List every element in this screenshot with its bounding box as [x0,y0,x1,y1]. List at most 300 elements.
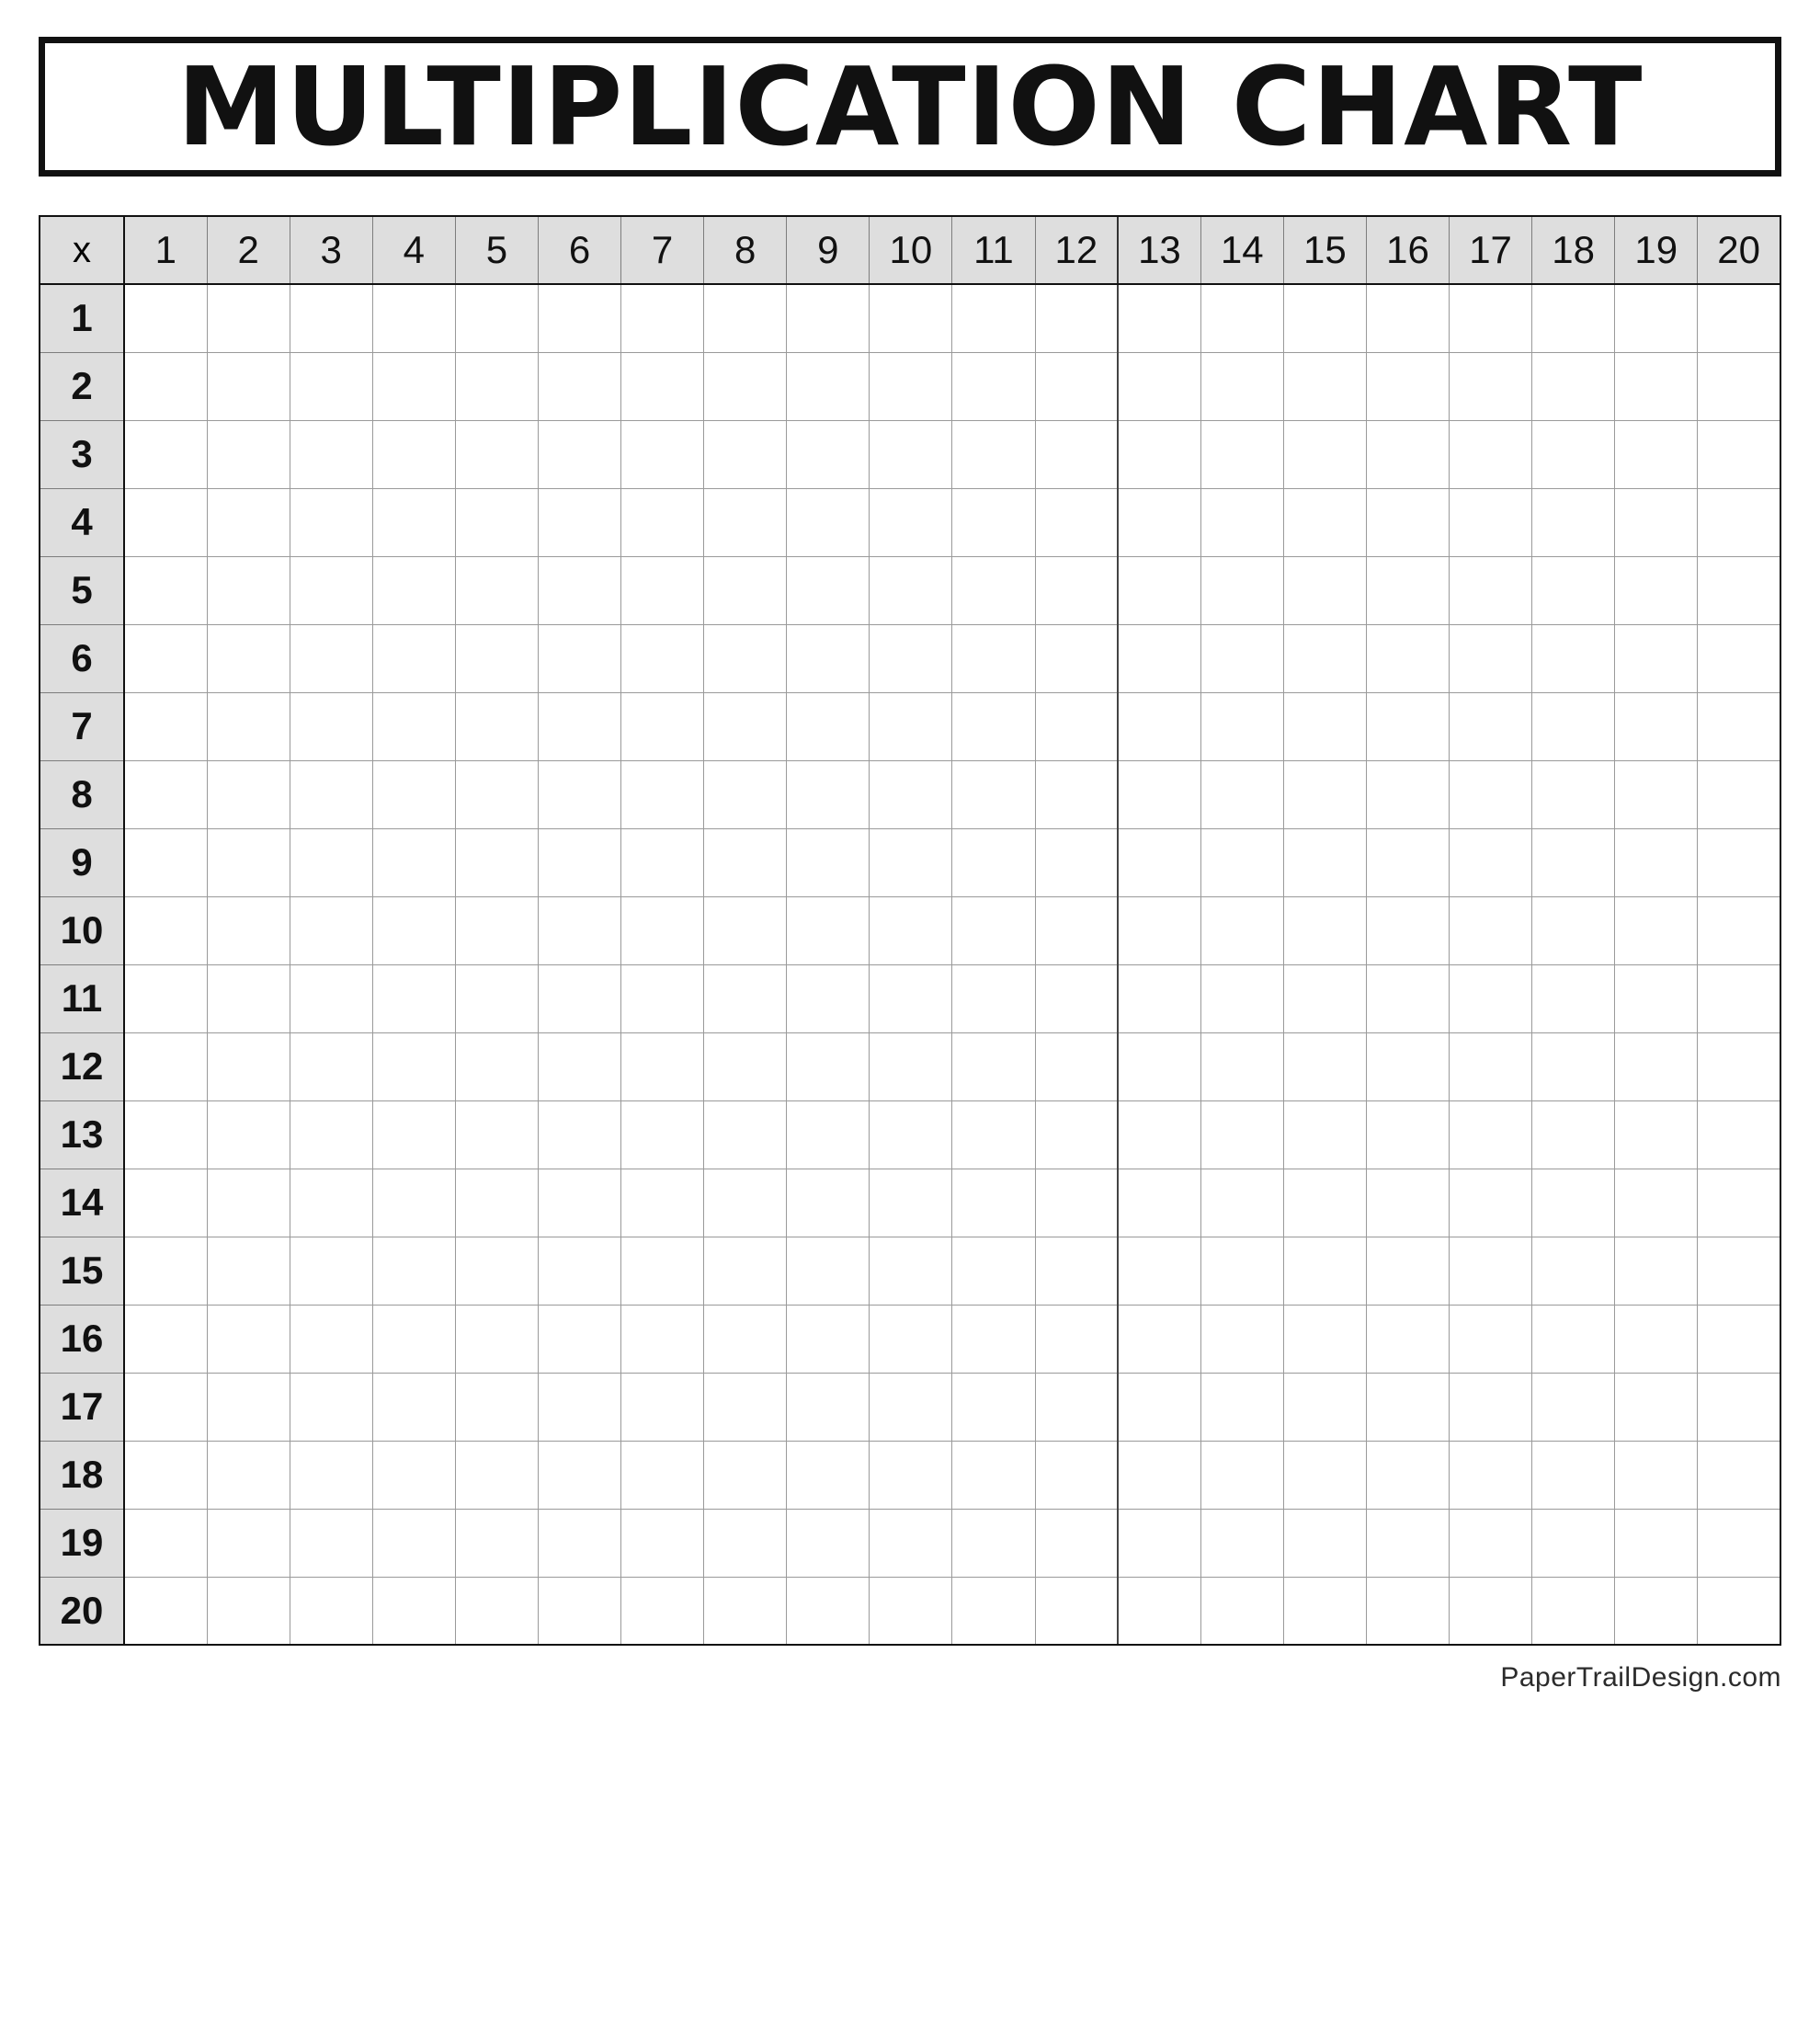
grid-cell-r11-c13[interactable] [1118,964,1200,1032]
grid-cell-r4-c3[interactable] [290,488,372,556]
grid-cell-r13-c1[interactable] [124,1100,207,1169]
grid-cell-r8-c10[interactable] [870,760,952,828]
grid-cell-r2-c16[interactable] [1366,352,1449,420]
grid-cell-r15-c12[interactable] [1035,1237,1118,1305]
grid-cell-r9-c9[interactable] [787,828,870,896]
grid-cell-r7-c5[interactable] [455,692,538,760]
grid-cell-r11-c4[interactable] [372,964,455,1032]
grid-cell-r4-c12[interactable] [1035,488,1118,556]
grid-cell-r15-c6[interactable] [538,1237,620,1305]
grid-cell-r17-c17[interactable] [1450,1373,1532,1441]
grid-cell-r10-c12[interactable] [1035,896,1118,964]
grid-cell-r19-c2[interactable] [207,1509,290,1577]
grid-cell-r17-c20[interactable] [1698,1373,1780,1441]
grid-cell-r12-c17[interactable] [1450,1032,1532,1100]
grid-cell-r15-c8[interactable] [704,1237,787,1305]
grid-cell-r18-c12[interactable] [1035,1441,1118,1509]
grid-cell-r18-c20[interactable] [1698,1441,1780,1509]
grid-cell-r12-c3[interactable] [290,1032,372,1100]
grid-cell-r20-c14[interactable] [1200,1577,1283,1645]
grid-cell-r16-c10[interactable] [870,1305,952,1373]
grid-cell-r5-c2[interactable] [207,556,290,624]
grid-cell-r2-c9[interactable] [787,352,870,420]
grid-cell-r17-c16[interactable] [1366,1373,1449,1441]
grid-cell-r9-c5[interactable] [455,828,538,896]
grid-cell-r13-c2[interactable] [207,1100,290,1169]
grid-cell-r16-c11[interactable] [952,1305,1035,1373]
grid-cell-r16-c5[interactable] [455,1305,538,1373]
grid-cell-r8-c2[interactable] [207,760,290,828]
grid-cell-r10-c6[interactable] [538,896,620,964]
grid-cell-r13-c5[interactable] [455,1100,538,1169]
grid-cell-r9-c15[interactable] [1283,828,1366,896]
grid-cell-r1-c6[interactable] [538,284,620,352]
grid-cell-r7-c10[interactable] [870,692,952,760]
grid-cell-r19-c3[interactable] [290,1509,372,1577]
grid-cell-r19-c16[interactable] [1366,1509,1449,1577]
grid-cell-r10-c8[interactable] [704,896,787,964]
grid-cell-r10-c4[interactable] [372,896,455,964]
grid-cell-r2-c12[interactable] [1035,352,1118,420]
grid-cell-r1-c3[interactable] [290,284,372,352]
grid-cell-r12-c18[interactable] [1532,1032,1615,1100]
grid-cell-r2-c1[interactable] [124,352,207,420]
grid-cell-r2-c18[interactable] [1532,352,1615,420]
grid-cell-r1-c14[interactable] [1200,284,1283,352]
grid-cell-r13-c20[interactable] [1698,1100,1780,1169]
grid-cell-r6-c10[interactable] [870,624,952,692]
grid-cell-r14-c5[interactable] [455,1169,538,1237]
grid-cell-r5-c10[interactable] [870,556,952,624]
grid-cell-r7-c20[interactable] [1698,692,1780,760]
grid-cell-r1-c1[interactable] [124,284,207,352]
grid-cell-r2-c11[interactable] [952,352,1035,420]
grid-cell-r13-c3[interactable] [290,1100,372,1169]
grid-cell-r11-c6[interactable] [538,964,620,1032]
grid-cell-r6-c6[interactable] [538,624,620,692]
grid-cell-r1-c4[interactable] [372,284,455,352]
grid-cell-r9-c4[interactable] [372,828,455,896]
grid-cell-r16-c18[interactable] [1532,1305,1615,1373]
grid-cell-r1-c17[interactable] [1450,284,1532,352]
grid-cell-r12-c2[interactable] [207,1032,290,1100]
grid-cell-r11-c5[interactable] [455,964,538,1032]
grid-cell-r18-c5[interactable] [455,1441,538,1509]
grid-cell-r14-c12[interactable] [1035,1169,1118,1237]
grid-cell-r12-c10[interactable] [870,1032,952,1100]
grid-cell-r20-c9[interactable] [787,1577,870,1645]
grid-cell-r16-c9[interactable] [787,1305,870,1373]
grid-cell-r10-c16[interactable] [1366,896,1449,964]
grid-cell-r1-c18[interactable] [1532,284,1615,352]
grid-cell-r9-c16[interactable] [1366,828,1449,896]
grid-cell-r15-c11[interactable] [952,1237,1035,1305]
grid-cell-r13-c16[interactable] [1366,1100,1449,1169]
grid-cell-r19-c9[interactable] [787,1509,870,1577]
grid-cell-r10-c1[interactable] [124,896,207,964]
grid-cell-r14-c2[interactable] [207,1169,290,1237]
grid-cell-r7-c11[interactable] [952,692,1035,760]
grid-cell-r1-c16[interactable] [1366,284,1449,352]
grid-cell-r19-c8[interactable] [704,1509,787,1577]
grid-cell-r18-c18[interactable] [1532,1441,1615,1509]
grid-cell-r11-c16[interactable] [1366,964,1449,1032]
grid-cell-r3-c4[interactable] [372,420,455,488]
grid-cell-r16-c17[interactable] [1450,1305,1532,1373]
grid-cell-r12-c5[interactable] [455,1032,538,1100]
grid-cell-r20-c6[interactable] [538,1577,620,1645]
grid-cell-r17-c1[interactable] [124,1373,207,1441]
grid-cell-r18-c17[interactable] [1450,1441,1532,1509]
grid-cell-r2-c7[interactable] [621,352,704,420]
grid-cell-r14-c1[interactable] [124,1169,207,1237]
grid-cell-r18-c19[interactable] [1615,1441,1698,1509]
grid-cell-r10-c7[interactable] [621,896,704,964]
grid-cell-r7-c6[interactable] [538,692,620,760]
grid-cell-r14-c11[interactable] [952,1169,1035,1237]
grid-cell-r20-c18[interactable] [1532,1577,1615,1645]
grid-cell-r18-c1[interactable] [124,1441,207,1509]
grid-cell-r2-c13[interactable] [1118,352,1200,420]
grid-cell-r6-c9[interactable] [787,624,870,692]
grid-cell-r3-c7[interactable] [621,420,704,488]
grid-cell-r15-c17[interactable] [1450,1237,1532,1305]
grid-cell-r5-c19[interactable] [1615,556,1698,624]
grid-cell-r8-c3[interactable] [290,760,372,828]
grid-cell-r19-c6[interactable] [538,1509,620,1577]
grid-cell-r4-c18[interactable] [1532,488,1615,556]
grid-cell-r14-c14[interactable] [1200,1169,1283,1237]
grid-cell-r10-c17[interactable] [1450,896,1532,964]
grid-cell-r10-c13[interactable] [1118,896,1200,964]
grid-cell-r11-c11[interactable] [952,964,1035,1032]
grid-cell-r11-c14[interactable] [1200,964,1283,1032]
grid-cell-r8-c7[interactable] [621,760,704,828]
grid-cell-r13-c17[interactable] [1450,1100,1532,1169]
grid-cell-r14-c3[interactable] [290,1169,372,1237]
grid-cell-r16-c12[interactable] [1035,1305,1118,1373]
grid-cell-r17-c19[interactable] [1615,1373,1698,1441]
grid-cell-r15-c20[interactable] [1698,1237,1780,1305]
grid-cell-r2-c3[interactable] [290,352,372,420]
grid-cell-r15-c13[interactable] [1118,1237,1200,1305]
grid-cell-r4-c10[interactable] [870,488,952,556]
grid-cell-r15-c1[interactable] [124,1237,207,1305]
grid-cell-r3-c2[interactable] [207,420,290,488]
grid-cell-r2-c19[interactable] [1615,352,1698,420]
grid-cell-r15-c16[interactable] [1366,1237,1449,1305]
grid-cell-r16-c3[interactable] [290,1305,372,1373]
grid-cell-r19-c17[interactable] [1450,1509,1532,1577]
grid-cell-r20-c3[interactable] [290,1577,372,1645]
grid-cell-r13-c15[interactable] [1283,1100,1366,1169]
grid-cell-r20-c13[interactable] [1118,1577,1200,1645]
grid-cell-r16-c20[interactable] [1698,1305,1780,1373]
grid-cell-r13-c6[interactable] [538,1100,620,1169]
grid-cell-r11-c12[interactable] [1035,964,1118,1032]
grid-cell-r5-c18[interactable] [1532,556,1615,624]
grid-cell-r4-c16[interactable] [1366,488,1449,556]
grid-cell-r20-c15[interactable] [1283,1577,1366,1645]
grid-cell-r14-c17[interactable] [1450,1169,1532,1237]
grid-cell-r5-c17[interactable] [1450,556,1532,624]
grid-cell-r20-c11[interactable] [952,1577,1035,1645]
grid-cell-r13-c8[interactable] [704,1100,787,1169]
grid-cell-r10-c2[interactable] [207,896,290,964]
grid-cell-r18-c11[interactable] [952,1441,1035,1509]
grid-cell-r8-c8[interactable] [704,760,787,828]
grid-cell-r16-c7[interactable] [621,1305,704,1373]
grid-cell-r18-c16[interactable] [1366,1441,1449,1509]
grid-cell-r4-c6[interactable] [538,488,620,556]
grid-cell-r4-c19[interactable] [1615,488,1698,556]
grid-cell-r16-c13[interactable] [1118,1305,1200,1373]
grid-cell-r6-c7[interactable] [621,624,704,692]
grid-cell-r9-c7[interactable] [621,828,704,896]
grid-cell-r8-c16[interactable] [1366,760,1449,828]
grid-cell-r12-c1[interactable] [124,1032,207,1100]
grid-cell-r6-c12[interactable] [1035,624,1118,692]
grid-cell-r16-c15[interactable] [1283,1305,1366,1373]
grid-cell-r8-c20[interactable] [1698,760,1780,828]
grid-cell-r15-c18[interactable] [1532,1237,1615,1305]
grid-cell-r5-c6[interactable] [538,556,620,624]
grid-cell-r18-c2[interactable] [207,1441,290,1509]
grid-cell-r15-c15[interactable] [1283,1237,1366,1305]
grid-cell-r11-c1[interactable] [124,964,207,1032]
grid-cell-r3-c18[interactable] [1532,420,1615,488]
grid-cell-r2-c2[interactable] [207,352,290,420]
grid-cell-r14-c15[interactable] [1283,1169,1366,1237]
grid-cell-r5-c13[interactable] [1118,556,1200,624]
grid-cell-r7-c16[interactable] [1366,692,1449,760]
grid-cell-r19-c15[interactable] [1283,1509,1366,1577]
grid-cell-r12-c16[interactable] [1366,1032,1449,1100]
grid-cell-r6-c13[interactable] [1118,624,1200,692]
grid-cell-r13-c7[interactable] [621,1100,704,1169]
grid-cell-r19-c1[interactable] [124,1509,207,1577]
grid-cell-r20-c10[interactable] [870,1577,952,1645]
grid-cell-r5-c11[interactable] [952,556,1035,624]
grid-cell-r9-c19[interactable] [1615,828,1698,896]
grid-cell-r1-c10[interactable] [870,284,952,352]
grid-cell-r8-c13[interactable] [1118,760,1200,828]
grid-cell-r9-c18[interactable] [1532,828,1615,896]
grid-cell-r17-c18[interactable] [1532,1373,1615,1441]
grid-cell-r13-c9[interactable] [787,1100,870,1169]
grid-cell-r12-c11[interactable] [952,1032,1035,1100]
grid-cell-r8-c1[interactable] [124,760,207,828]
grid-cell-r4-c1[interactable] [124,488,207,556]
grid-cell-r4-c17[interactable] [1450,488,1532,556]
grid-cell-r14-c18[interactable] [1532,1169,1615,1237]
grid-cell-r1-c12[interactable] [1035,284,1118,352]
grid-cell-r7-c12[interactable] [1035,692,1118,760]
grid-cell-r6-c4[interactable] [372,624,455,692]
grid-cell-r14-c13[interactable] [1118,1169,1200,1237]
grid-cell-r14-c6[interactable] [538,1169,620,1237]
grid-cell-r8-c11[interactable] [952,760,1035,828]
grid-cell-r13-c14[interactable] [1200,1100,1283,1169]
grid-cell-r16-c4[interactable] [372,1305,455,1373]
grid-cell-r17-c11[interactable] [952,1373,1035,1441]
grid-cell-r6-c18[interactable] [1532,624,1615,692]
grid-cell-r10-c19[interactable] [1615,896,1698,964]
grid-cell-r9-c12[interactable] [1035,828,1118,896]
grid-cell-r7-c7[interactable] [621,692,704,760]
grid-cell-r9-c10[interactable] [870,828,952,896]
grid-cell-r9-c20[interactable] [1698,828,1780,896]
grid-cell-r8-c9[interactable] [787,760,870,828]
grid-cell-r4-c4[interactable] [372,488,455,556]
grid-cell-r4-c11[interactable] [952,488,1035,556]
grid-cell-r10-c9[interactable] [787,896,870,964]
grid-cell-r8-c17[interactable] [1450,760,1532,828]
grid-cell-r6-c16[interactable] [1366,624,1449,692]
grid-cell-r7-c3[interactable] [290,692,372,760]
grid-cell-r8-c14[interactable] [1200,760,1283,828]
grid-cell-r5-c8[interactable] [704,556,787,624]
grid-cell-r1-c5[interactable] [455,284,538,352]
grid-cell-r16-c2[interactable] [207,1305,290,1373]
grid-cell-r19-c5[interactable] [455,1509,538,1577]
grid-cell-r3-c5[interactable] [455,420,538,488]
grid-cell-r17-c4[interactable] [372,1373,455,1441]
grid-cell-r4-c15[interactable] [1283,488,1366,556]
grid-cell-r13-c4[interactable] [372,1100,455,1169]
grid-cell-r12-c12[interactable] [1035,1032,1118,1100]
grid-cell-r19-c14[interactable] [1200,1509,1283,1577]
grid-cell-r3-c12[interactable] [1035,420,1118,488]
grid-cell-r16-c14[interactable] [1200,1305,1283,1373]
grid-cell-r9-c11[interactable] [952,828,1035,896]
grid-cell-r2-c17[interactable] [1450,352,1532,420]
grid-cell-r14-c9[interactable] [787,1169,870,1237]
grid-cell-r11-c20[interactable] [1698,964,1780,1032]
grid-cell-r13-c13[interactable] [1118,1100,1200,1169]
grid-cell-r11-c19[interactable] [1615,964,1698,1032]
grid-cell-r12-c7[interactable] [621,1032,704,1100]
grid-cell-r3-c17[interactable] [1450,420,1532,488]
grid-cell-r10-c5[interactable] [455,896,538,964]
grid-cell-r11-c10[interactable] [870,964,952,1032]
grid-cell-r20-c5[interactable] [455,1577,538,1645]
grid-cell-r5-c12[interactable] [1035,556,1118,624]
grid-cell-r13-c12[interactable] [1035,1100,1118,1169]
grid-cell-r16-c16[interactable] [1366,1305,1449,1373]
grid-cell-r18-c14[interactable] [1200,1441,1283,1509]
grid-cell-r12-c13[interactable] [1118,1032,1200,1100]
grid-cell-r12-c20[interactable] [1698,1032,1780,1100]
grid-cell-r19-c13[interactable] [1118,1509,1200,1577]
grid-cell-r9-c2[interactable] [207,828,290,896]
grid-cell-r7-c18[interactable] [1532,692,1615,760]
grid-cell-r1-c9[interactable] [787,284,870,352]
grid-cell-r17-c7[interactable] [621,1373,704,1441]
grid-cell-r20-c19[interactable] [1615,1577,1698,1645]
grid-cell-r10-c10[interactable] [870,896,952,964]
grid-cell-r7-c15[interactable] [1283,692,1366,760]
grid-cell-r18-c7[interactable] [621,1441,704,1509]
grid-cell-r4-c2[interactable] [207,488,290,556]
grid-cell-r17-c12[interactable] [1035,1373,1118,1441]
grid-cell-r4-c13[interactable] [1118,488,1200,556]
grid-cell-r15-c14[interactable] [1200,1237,1283,1305]
grid-cell-r4-c9[interactable] [787,488,870,556]
grid-cell-r6-c11[interactable] [952,624,1035,692]
grid-cell-r6-c3[interactable] [290,624,372,692]
grid-cell-r10-c3[interactable] [290,896,372,964]
grid-cell-r11-c18[interactable] [1532,964,1615,1032]
grid-cell-r18-c6[interactable] [538,1441,620,1509]
grid-cell-r18-c10[interactable] [870,1441,952,1509]
grid-cell-r9-c8[interactable] [704,828,787,896]
grid-cell-r20-c8[interactable] [704,1577,787,1645]
grid-cell-r8-c6[interactable] [538,760,620,828]
grid-cell-r2-c14[interactable] [1200,352,1283,420]
grid-cell-r3-c3[interactable] [290,420,372,488]
grid-cell-r1-c8[interactable] [704,284,787,352]
grid-cell-r7-c4[interactable] [372,692,455,760]
grid-cell-r17-c3[interactable] [290,1373,372,1441]
grid-cell-r18-c9[interactable] [787,1441,870,1509]
grid-cell-r8-c15[interactable] [1283,760,1366,828]
grid-cell-r11-c8[interactable] [704,964,787,1032]
grid-cell-r19-c19[interactable] [1615,1509,1698,1577]
grid-cell-r19-c11[interactable] [952,1509,1035,1577]
grid-cell-r7-c19[interactable] [1615,692,1698,760]
grid-cell-r18-c15[interactable] [1283,1441,1366,1509]
grid-cell-r2-c5[interactable] [455,352,538,420]
grid-cell-r12-c14[interactable] [1200,1032,1283,1100]
grid-cell-r5-c14[interactable] [1200,556,1283,624]
grid-cell-r5-c15[interactable] [1283,556,1366,624]
grid-cell-r2-c15[interactable] [1283,352,1366,420]
grid-cell-r6-c20[interactable] [1698,624,1780,692]
grid-cell-r20-c16[interactable] [1366,1577,1449,1645]
grid-cell-r17-c2[interactable] [207,1373,290,1441]
grid-cell-r14-c16[interactable] [1366,1169,1449,1237]
grid-cell-r15-c3[interactable] [290,1237,372,1305]
grid-cell-r12-c19[interactable] [1615,1032,1698,1100]
grid-cell-r7-c9[interactable] [787,692,870,760]
grid-cell-r15-c10[interactable] [870,1237,952,1305]
grid-cell-r7-c13[interactable] [1118,692,1200,760]
grid-cell-r17-c14[interactable] [1200,1373,1283,1441]
grid-cell-r19-c7[interactable] [621,1509,704,1577]
grid-cell-r13-c19[interactable] [1615,1100,1698,1169]
grid-cell-r1-c2[interactable] [207,284,290,352]
grid-cell-r17-c13[interactable] [1118,1373,1200,1441]
grid-cell-r14-c7[interactable] [621,1169,704,1237]
grid-cell-r8-c12[interactable] [1035,760,1118,828]
grid-cell-r7-c17[interactable] [1450,692,1532,760]
grid-cell-r3-c16[interactable] [1366,420,1449,488]
grid-cell-r11-c17[interactable] [1450,964,1532,1032]
grid-cell-r10-c18[interactable] [1532,896,1615,964]
grid-cell-r20-c12[interactable] [1035,1577,1118,1645]
grid-cell-r11-c7[interactable] [621,964,704,1032]
grid-cell-r14-c10[interactable] [870,1169,952,1237]
grid-cell-r17-c8[interactable] [704,1373,787,1441]
grid-cell-r14-c4[interactable] [372,1169,455,1237]
grid-cell-r19-c20[interactable] [1698,1509,1780,1577]
grid-cell-r14-c20[interactable] [1698,1169,1780,1237]
grid-cell-r17-c15[interactable] [1283,1373,1366,1441]
grid-cell-r5-c3[interactable] [290,556,372,624]
grid-cell-r18-c8[interactable] [704,1441,787,1509]
grid-cell-r20-c2[interactable] [207,1577,290,1645]
